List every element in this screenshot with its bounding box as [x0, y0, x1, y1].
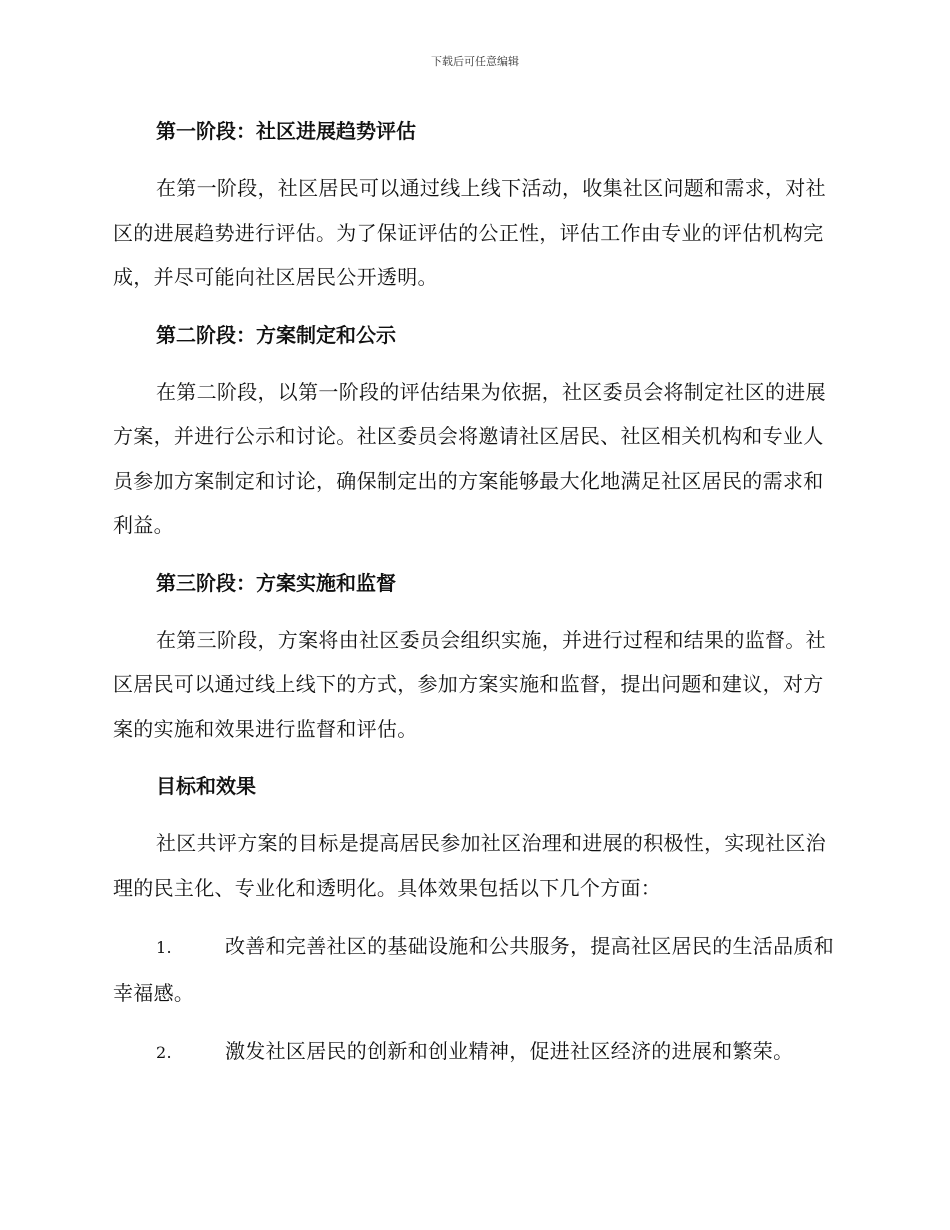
- stage1-heading: 第一阶段：社区进展趋势评估: [156, 119, 416, 143]
- list-item: [113, 1029, 837, 1076]
- stage3-paragraph: 在第三阶段，方案将由社区委员会组织实施，并进行过程和结果的监督。社区居民可以通过线上线下的方式，参加方案实施和监督，提出问题和建议，对方案的实施和效果进行监督和评估。: [113, 627, 826, 741]
- goals-paragraph: 社区共评方案的目标是提高居民参加社区治理和进展的积极性，实现社区治理的民主化、专业化和透明化。具体效果包括以下几个方面：: [113, 831, 826, 900]
- stage2-heading: 第二阶段：方案制定和公示: [156, 322, 396, 347]
- stage3-heading: 第三阶段：方案实施和监督: [156, 570, 396, 595]
- list-item-text: 改善和完善社区的基础设施和公共服务，提高社区居民的生活品质和幸福感。: [113, 934, 834, 1005]
- list-item: [113, 924, 837, 1015]
- goals-heading: 目标和效果: [156, 774, 256, 798]
- document-body: [113, 110, 837, 1090]
- list-item-text: 激发社区居民的创新和创业精神，促进社区经济的进展和繁荣。: [225, 1039, 794, 1063]
- stage2-paragraph: 在第二阶段，以第一阶段的评估结果为依据，社区委员会将制定社区的进展方案，并进行公示和讨论。社区委员会将邀请社区居民、社区相关机构和专业人员参加方案制定和讨论，确保制定出的方案能够最大化地满足社区居民的需求和利益。: [113, 379, 826, 537]
- stage1-paragraph: 在第一阶段，社区居民可以通过线上线下活动，收集社区问题和需求，对社区的进展趋势进行评估。为了保证评估的公正性，评估工作由专业的评估机构完成，并尽可能向社区居民公开透明。: [113, 176, 826, 289]
- list-item-number: 2.: [156, 1043, 172, 1062]
- page-header: 下载后可任意编辑: [431, 55, 519, 68]
- list-item-number: 1.: [156, 938, 172, 957]
